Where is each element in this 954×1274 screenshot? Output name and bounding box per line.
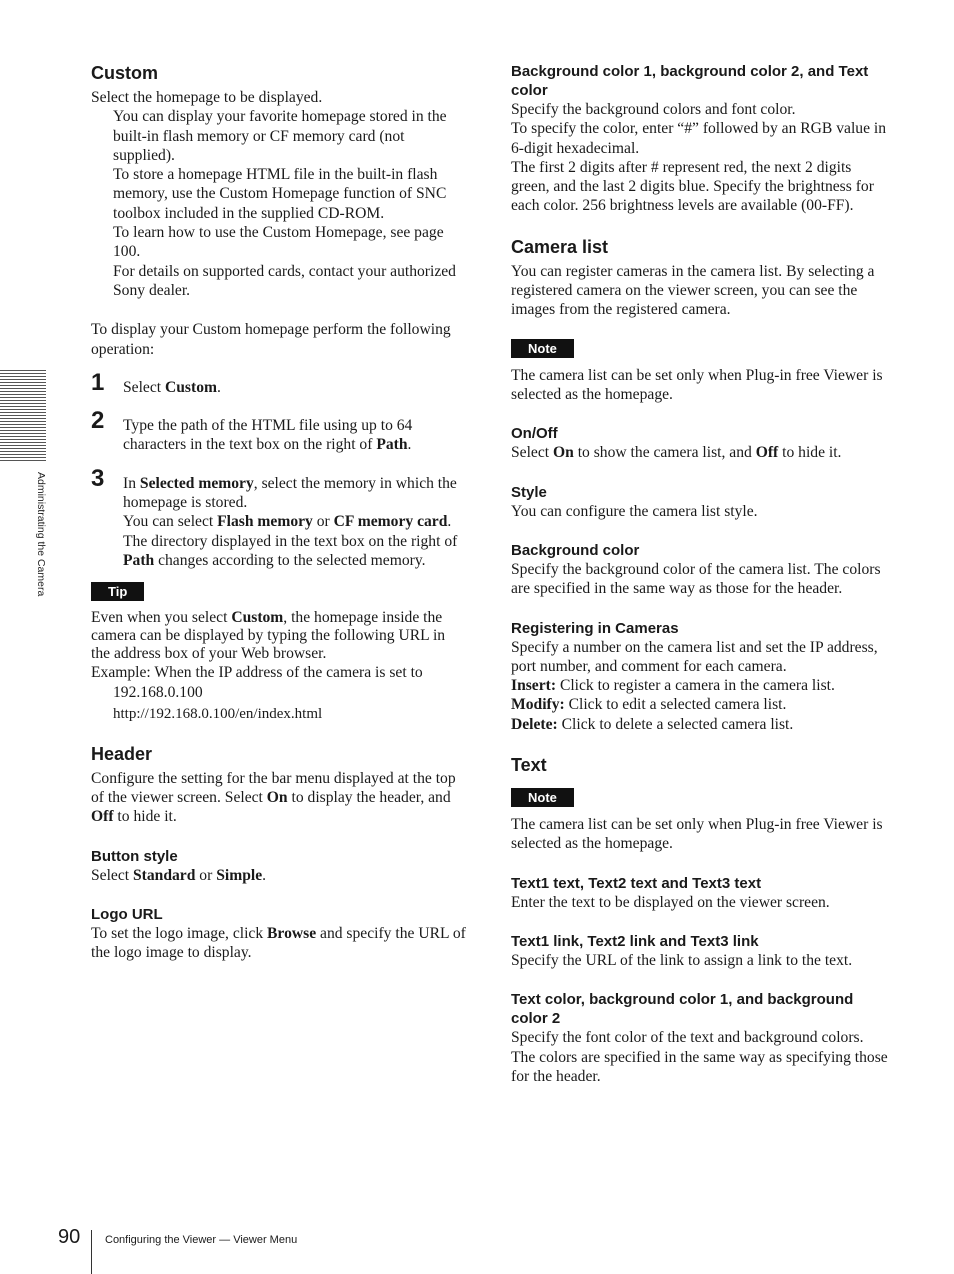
note-text-2: The camera list can be set only when Plug-in free Viewer is selected as the homepage. [511, 816, 883, 853]
step-text: Type the path of the HTML file using up to 64 characters in the text box on the right of [123, 417, 413, 454]
step-text: , select the memory in which the homepage is stored. [123, 474, 457, 512]
step-number: 1 [91, 368, 105, 396]
modify-text [511, 695, 889, 714]
text-color-body: Specify the font color of the text and background colors. The colors are specified in the same way as specifying those for the header. [511, 1029, 888, 1085]
step-text: . [407, 436, 412, 454]
text-part: to hide it. [778, 444, 842, 462]
step-text: You can select [123, 513, 218, 531]
step-number: 3 [91, 464, 105, 492]
text-part: or [195, 866, 217, 884]
header-text-part: to hide it. [113, 808, 177, 826]
text-part: Select [511, 444, 553, 462]
bold-part: Insert: [511, 677, 557, 695]
custom-heading: Custom [91, 63, 158, 83]
bold-part: On [553, 444, 574, 462]
header-bold: Off [91, 808, 114, 826]
step-bold: Flash memory [217, 513, 313, 531]
step-text: Select [123, 378, 165, 396]
header-bold: On [266, 789, 288, 807]
text-part: . [262, 866, 267, 884]
note-label: Note [511, 339, 574, 358]
text-part: Click to register a camera in the camera list. [556, 677, 835, 695]
bg-colors-p1: Specify the background colors and font color. [511, 101, 796, 118]
text-part: To set the logo image, click [91, 925, 268, 943]
right-column [511, 62, 889, 1086]
note-text: The camera list can be set only when Plug-in free Viewer is selected as the homepage. [511, 366, 883, 404]
text-part: Click to delete a selected camera list. [557, 715, 794, 733]
text-part: Click to edit a selected camera list. [564, 696, 787, 714]
step-bold: CF memory card [333, 513, 448, 531]
custom-paragraph-1: You can display your favorite homepage stored in the built-in flash memory or CF memory card (not supplied). [113, 108, 447, 164]
example-text: Example: When the IP address of the camera is set to 192.168.0.100 [91, 664, 423, 701]
side-tab-label: Administrating the Camera [35, 472, 47, 597]
text-link-heading: Text1 link, Text2 link and Text3 link [511, 932, 759, 950]
step-1 [91, 368, 467, 397]
camera-list-heading: Camera list [511, 236, 609, 257]
text-heading: Text [511, 755, 547, 776]
onoff-heading: On/Off [511, 425, 558, 443]
bold-part: Off [755, 444, 779, 462]
text-color-heading: Text color, background color 1, and background color 2 [511, 991, 854, 1028]
text-text-body: Enter the text to be displayed on the viewer screen. [511, 893, 830, 911]
page-number: 90 [58, 1226, 81, 1248]
logo-url-heading: Logo URL [91, 906, 163, 924]
bg-colors-p3: The first 2 digits after # represent red, the next 2 digits green, and the last 2 digits blue. Specify the brightness for each color. 256 brightness levels are available (00-FF). [511, 158, 874, 215]
bgcolor-text: Specify the background color of the camera list. The colors are specified in the same way as those for the header. [511, 560, 881, 598]
style-heading: Style [511, 483, 547, 501]
footer-section-title: Configuring the Viewer — Viewer Menu [105, 1234, 298, 1246]
text-part: and specify the URL of the logo image to display. [91, 925, 466, 962]
insert-text [511, 676, 889, 695]
step-3 [91, 464, 467, 570]
header-heading: Header [91, 743, 153, 764]
text-link-body: Specify the URL of the link to assign a link to the text. [511, 951, 853, 969]
example-url: http://192.168.0.100/en/index.html [113, 705, 323, 722]
registering-text: Specify a number on the camera list and set the IP address, port number, and comment for each camera. [511, 638, 878, 675]
tip-text-part: Even when you select [91, 609, 232, 627]
step-bold: Path [123, 551, 155, 569]
step-text: In [123, 474, 140, 492]
step-2 [91, 407, 467, 455]
side-tab-stripes [0, 370, 46, 462]
text-part: Select [91, 866, 133, 884]
step-text: changes according to the selected memory. [154, 551, 426, 569]
step-text: . [447, 513, 452, 531]
step-bold: Path [376, 436, 408, 454]
camera-list-text: You can register cameras in the camera list. By selecting a registered camera on the viewer screen, you can see the images from the registered camera. [511, 262, 875, 318]
left-column [91, 62, 467, 963]
bg-colors-heading: Background color 1, background color 2, and Text color [511, 63, 869, 99]
style-text: You can configure the camera list style. [511, 502, 758, 520]
step-text: . [216, 378, 221, 396]
step-bold: Custom [165, 378, 217, 396]
onoff-text [511, 443, 889, 462]
button-style-text [91, 866, 467, 885]
bold-part: Browse [267, 925, 317, 943]
display-intro: To display your Custom homepage perform the following operation: [91, 321, 451, 358]
bold-part: Standard [133, 866, 196, 884]
button-style-heading: Button style [91, 847, 178, 865]
bgcolor-heading: Background color [511, 541, 640, 559]
custom-paragraph-2: To store a homepage HTML file in the built-in flash memory, use the Custom Homepage function of SNC toolbox included in the supplied CD-ROM. [113, 166, 447, 222]
bold-part: Modify: [511, 696, 565, 714]
logo-url-text [91, 924, 467, 963]
header-text [91, 769, 467, 827]
custom-paragraph-4: For details on supported cards, contact your authorized Sony dealer. [113, 262, 456, 299]
custom-paragraph-3: To learn how to use the Custom Homepage, see page 100. [113, 224, 444, 261]
header-text-part: to display the header, and [287, 789, 451, 807]
bold-part: Delete: [511, 715, 558, 733]
delete-text [511, 715, 889, 734]
tip-bold: Custom [231, 609, 284, 627]
step-text: or [312, 513, 334, 531]
footer-divider [91, 1230, 92, 1274]
bg-colors-p2: To specify the color, enter “#” followed by an RGB value in 6-digit hexadecimal. [511, 120, 887, 157]
bold-part: Simple [216, 866, 263, 884]
step-bold: Selected memory [139, 474, 254, 492]
tip-text-part: , the homepage inside the camera can be displayed by typing the following URL in the address box of your Web browser. [91, 609, 446, 663]
header-text-part: Configure the setting for the bar menu displayed at the top of the viewer screen. Select [91, 769, 456, 807]
custom-intro: Select the homepage to be displayed. [91, 89, 323, 106]
registering-heading: Registering in Cameras [511, 619, 679, 637]
tip-label: Tip [91, 582, 144, 601]
text-text-heading: Text1 text, Text2 text and Text3 text [511, 874, 762, 892]
note-label-2: Note [511, 788, 574, 807]
tip-text [91, 609, 467, 663]
step-text: The directory displayed in the text box on the right of [123, 532, 458, 550]
text-part: to show the camera list, and [573, 444, 756, 462]
step-number: 2 [91, 407, 105, 435]
